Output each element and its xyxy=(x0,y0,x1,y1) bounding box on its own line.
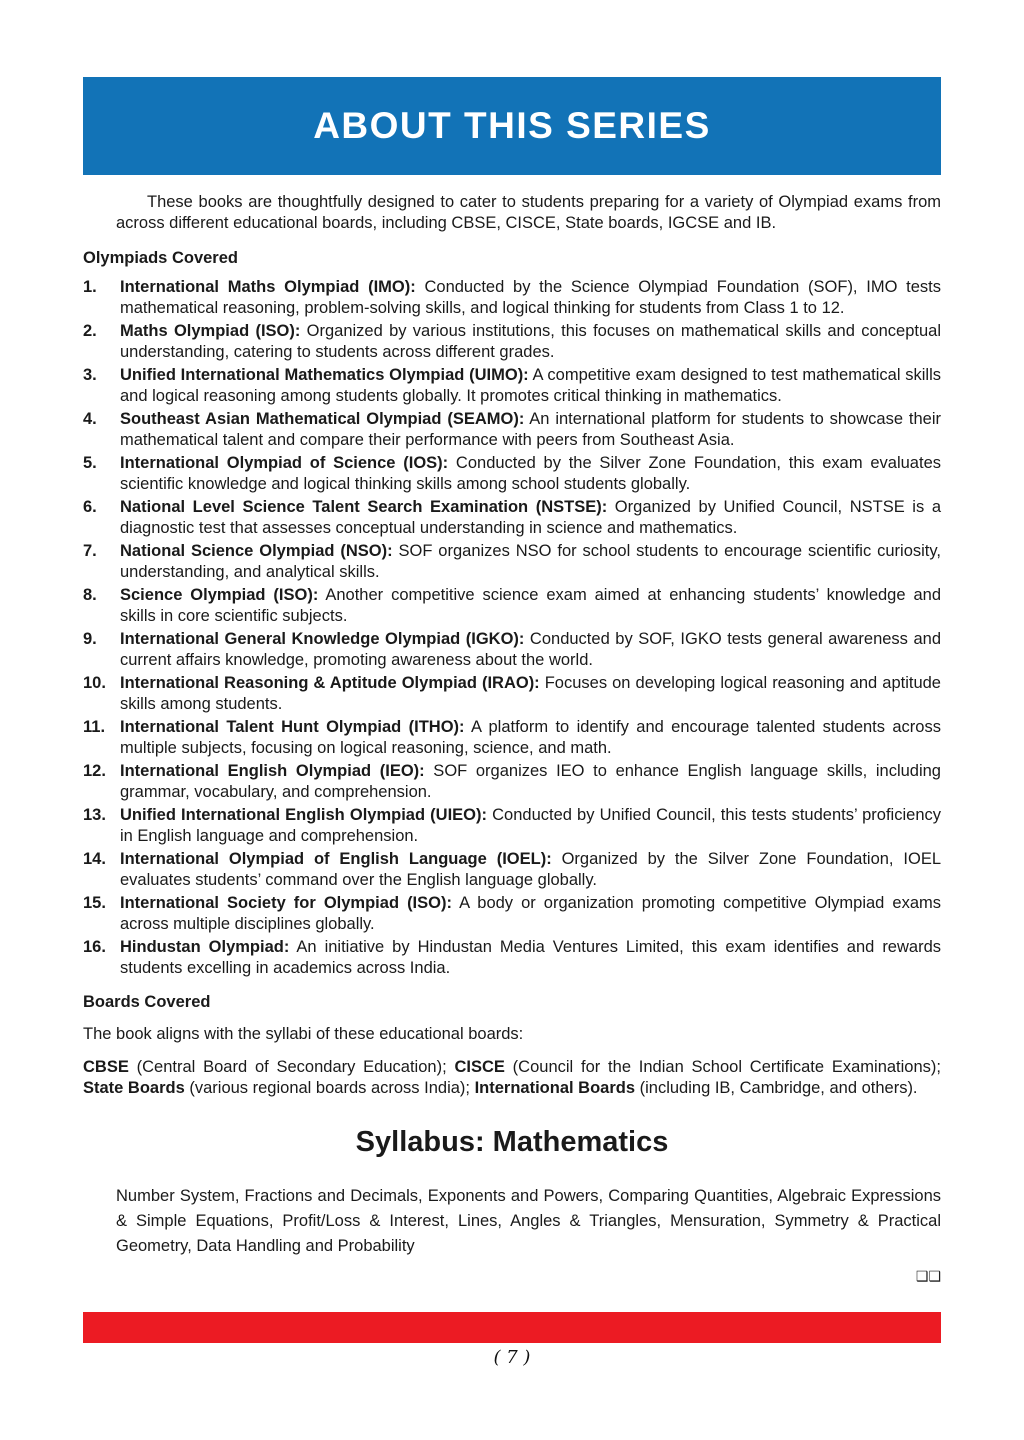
item-number: 10. xyxy=(83,674,106,692)
item-text: International General Knowledge Olympiad (IGKO): Conducted by SOF, IGKO tests general awareness and current affairs knowledge, promoting awareness about the world. xyxy=(120,630,941,669)
olympiad-list-item xyxy=(83,541,941,582)
item-number: 9. xyxy=(83,630,97,648)
olympiad-list-item xyxy=(83,717,941,758)
syllabus-heading: Syllabus: Mathematics xyxy=(355,1126,669,1158)
item-text: International Olympiad of Science (IOS): Conducted by the Silver Zone Foundation, this exam evaluates scientific knowledge and logical thinking skills among school students globally. xyxy=(120,454,941,493)
item-number: 7. xyxy=(83,542,97,560)
item-number: 16. xyxy=(83,938,106,956)
board-name: CISCE xyxy=(454,1058,505,1076)
page-title: ABOUT THIS SERIES xyxy=(313,105,711,146)
item-text: Science Olympiad (ISO): Another competitive science exam aimed at enhancing students’ knowledge and skills in core scientific subjects. xyxy=(120,586,941,625)
item-text: International Talent Hunt Olympiad (ITHO): A platform to identify and encourage talented students across multiple subjects, focusing on logical reasoning, science, and math. xyxy=(120,718,941,757)
item-text: International Reasoning & Aptitude Olympiad (IRAO): Focuses on developing logical reasoning and aptitude skills among students. xyxy=(120,674,941,713)
olympiads-covered-heading: Olympiads Covered xyxy=(83,249,238,267)
olympiad-list-item xyxy=(83,321,941,362)
syllabus-paragraph: Number System, Fractions and Decimals, Exponents and Powers, Comparing Quantities, Algebraic Expressions & Simple Equations, Profit/Loss & Interest, Lines, Angles & Triangles, Mensuration, Symmetry & Practical Geometry, Data Handling and Probability xyxy=(116,1187,941,1255)
olympiad-list-item xyxy=(83,673,941,714)
item-number: 4. xyxy=(83,410,97,428)
item-text: Unified International English Olympiad (UIEO): Conducted by Unified Council, this tests students’ proficiency in English language and comprehension. xyxy=(120,806,941,845)
olympiad-list xyxy=(83,277,941,978)
olympiad-list-item xyxy=(83,849,941,890)
olympiad-list-item xyxy=(83,277,941,318)
intro-paragraph: These books are thoughtfully designed to cater to students preparing for a variety of Olympiad exams from across different educational boards, including CBSE, CISCE, State boards, IGCSE and IB. xyxy=(116,193,941,232)
board-description: (Central Board of Secondary Education); xyxy=(128,1058,455,1076)
olympiad-list-item xyxy=(83,761,941,802)
item-number: 8. xyxy=(83,586,97,604)
item-text: Southeast Asian Mathematical Olympiad (SEAMO): An international platform for students to showcase their mathematical talent and compare their performance with peers from Southeast Asia. xyxy=(120,410,941,449)
board-name: International Boards xyxy=(474,1079,636,1097)
page-number: ( 7 ) xyxy=(493,1347,531,1368)
item-number: 3. xyxy=(83,366,97,384)
boards-list-paragraph xyxy=(83,1057,941,1099)
item-number: 6. xyxy=(83,498,97,516)
item-number: 11. xyxy=(83,718,106,736)
olympiad-list-item xyxy=(83,585,941,626)
item-text: International Maths Olympiad (IMO): Conducted by the Science Olympiad Foundation (SOF), IMO tests mathematical reasoning, problem-solving skills, and logical thinking for students from Class 1 to 12. xyxy=(120,278,942,317)
olympiad-list-item xyxy=(83,365,941,406)
item-number: 1. xyxy=(83,278,97,296)
board-description: (including IB, Cambridge, and others). xyxy=(635,1079,918,1097)
item-text: National Level Science Talent Search Examination (NSTSE): Organized by Unified Council, NSTSE is a diagnostic test that assesses conceptual understanding in science and mathematics. xyxy=(120,498,941,537)
page-content xyxy=(83,0,941,1285)
board-description: (various regional boards across India); xyxy=(184,1079,475,1097)
olympiad-list-item xyxy=(83,453,941,494)
end-of-section-marker: ❑❑ xyxy=(915,1268,941,1284)
olympiad-list-item xyxy=(83,937,941,978)
item-text: Hindustan Olympiad: An initiative by Hindustan Media Ventures Limited, this exam identifies and rewards students excelling in academics across India. xyxy=(120,938,941,977)
board-description: (Council for the Indian School Certificate Examinations); xyxy=(504,1058,941,1076)
item-text: National Science Olympiad (NSO): SOF organizes NSO for school students to encourage scientific curiosity, understanding, and analytical skills. xyxy=(120,542,941,581)
boards-intro-text: The book aligns with the syllabi of these educational boards: xyxy=(83,1025,524,1043)
item-number: 15. xyxy=(83,894,106,912)
olympiad-list-item xyxy=(83,409,941,450)
item-text: Maths Olympiad (ISO): Organized by various institutions, this focuses on mathematical skills and conceptual understanding, catering to students across different grades. xyxy=(120,322,941,361)
item-number: 12. xyxy=(83,762,106,780)
item-number: 13. xyxy=(83,806,106,824)
olympiad-list-item xyxy=(83,497,941,538)
item-text: International Olympiad of English Language (IOEL): Organized by the Silver Zone Foundation, IOEL evaluates students’ command over the English language globally. xyxy=(120,850,942,889)
olympiad-list-item xyxy=(83,629,941,670)
item-number: 2. xyxy=(83,322,97,340)
board-name: State Boards xyxy=(83,1079,185,1097)
item-number: 5. xyxy=(83,454,97,472)
olympiad-list-item xyxy=(83,893,941,934)
item-text: International English Olympiad (IEO): SOF organizes IEO to enhance English language skills, including grammar, vocabulary, and comprehension. xyxy=(120,762,941,801)
item-text: Unified International Mathematics Olympiad (UIMO): A competitive exam designed to test mathematical skills and logical reasoning among students globally. It promotes critical thinking in mathematics. xyxy=(120,366,941,405)
item-number: 14. xyxy=(83,850,106,868)
title-banner xyxy=(83,77,941,175)
footer-red-bar xyxy=(83,1312,941,1343)
boards-covered-heading: Boards Covered xyxy=(83,993,211,1011)
olympiad-list-item xyxy=(83,805,941,846)
board-name: CBSE xyxy=(83,1058,129,1076)
item-text: International Society for Olympiad (ISO): A body or organization promoting competitive Olympiad exams across multiple disciplines globally. xyxy=(120,894,941,933)
